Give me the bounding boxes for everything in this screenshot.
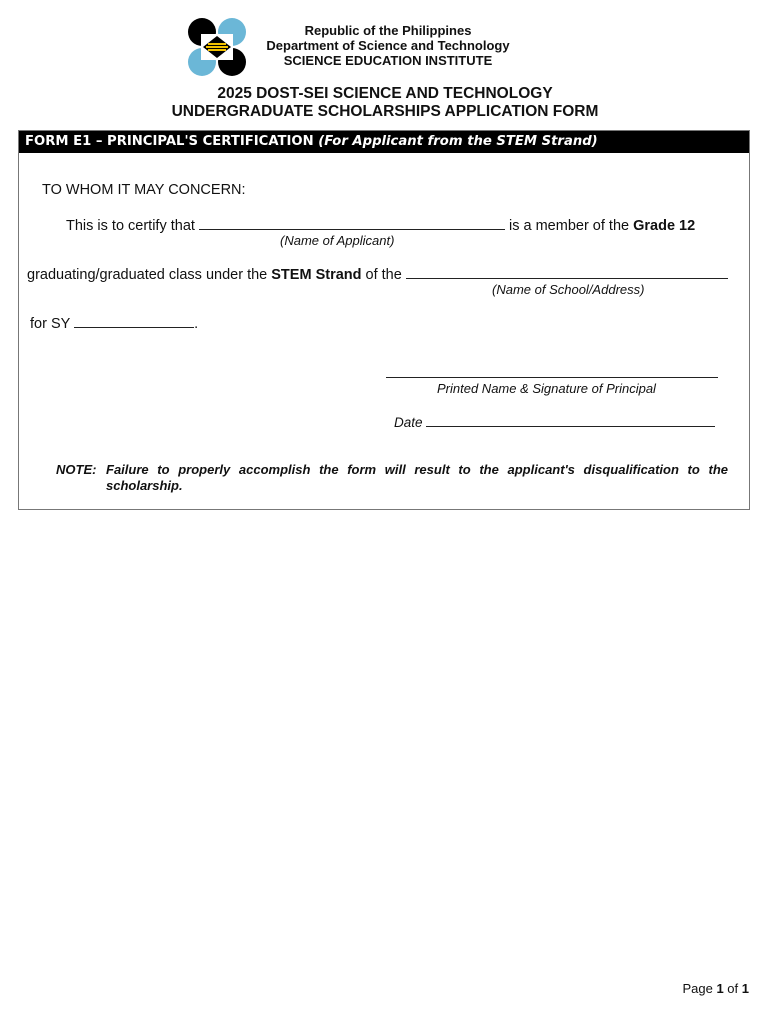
- note-label: NOTE:: [56, 462, 97, 477]
- applicant-name-field[interactable]: [199, 216, 505, 230]
- salutation: TO WHOM IT MAY CONCERN:: [42, 182, 246, 198]
- header-institute: SCIENCE EDUCATION INSTITUTE: [283, 53, 493, 68]
- header-republic: Republic of the Philippines: [304, 23, 472, 38]
- school-caption: (Name of School/Address): [492, 282, 645, 297]
- date-line: [394, 413, 715, 431]
- page-number: [682, 981, 749, 996]
- form-section-subtitle: (For Applicant from the STEM Strand): [318, 134, 598, 149]
- sy-prefix: for SY: [30, 316, 71, 332]
- signature-field[interactable]: [386, 377, 718, 378]
- form-section-bar: [19, 131, 749, 153]
- date-field[interactable]: [426, 413, 715, 427]
- school-year-field[interactable]: [74, 314, 194, 328]
- form-title-line1: 2025 DOST-SEI SCIENCE AND TECHNOLOGY: [217, 85, 553, 102]
- signature-caption: Printed Name & Signature of Principal: [437, 381, 656, 396]
- note-text: Failure to properly accomplish the form will result to the applicant's disqualification to the scholarship.: [106, 462, 728, 493]
- header-department: Department of Science and Technology: [266, 38, 510, 53]
- page-current: 1: [716, 981, 724, 996]
- page-prefix: Page: [682, 981, 713, 996]
- sy-line: [30, 314, 198, 333]
- date-label: Date: [394, 415, 423, 430]
- page-total: 1: [741, 981, 749, 996]
- class-strand: STEM Strand: [271, 267, 362, 283]
- certify-grade: Grade 12: [633, 218, 696, 234]
- page-of: of: [727, 981, 739, 996]
- certify-member: is a member of the: [509, 218, 630, 234]
- sy-suffix: .: [194, 316, 199, 332]
- certify-prefix: This is to certify that: [66, 218, 195, 234]
- applicant-caption: (Name of Applicant): [280, 233, 395, 248]
- class-prefix: graduating/graduated class under the: [27, 267, 268, 283]
- disqualification-note: [56, 462, 732, 494]
- dost-logo-icon: [187, 18, 247, 76]
- school-name-field[interactable]: [406, 265, 728, 279]
- form-section-title: FORM E1 – PRINCIPAL'S CERTIFICATION: [25, 134, 314, 149]
- class-of: of the: [365, 267, 402, 283]
- form-title-line2: UNDERGRADUATE SCHOLARSHIPS APPLICATION FORM: [171, 103, 599, 120]
